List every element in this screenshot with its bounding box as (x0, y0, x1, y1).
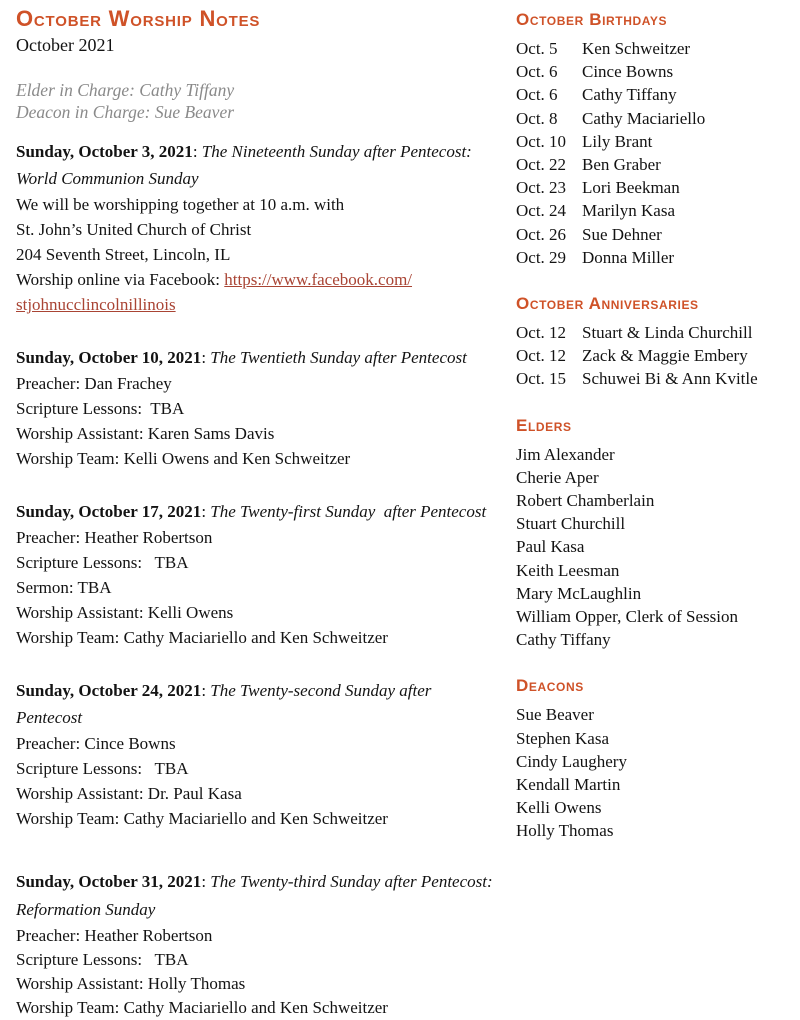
service-date: Sunday, October 3, 2021 (16, 142, 193, 161)
birthday-date: Oct. 24 (516, 201, 567, 221)
birthday-item (516, 60, 796, 83)
deacon-name: Cindy Laughery (516, 751, 627, 771)
birthday-name: Ben Graber (582, 155, 661, 175)
page-title: October Worship Notes (16, 6, 261, 31)
elder-name: Stuart Churchill (516, 514, 626, 534)
birthday-name: Cathy Tiffany (582, 85, 677, 105)
birthday-item (516, 246, 796, 269)
service-separator: : (201, 502, 211, 521)
birthday-date: Oct. 6 (516, 62, 558, 82)
birthday-date: Oct. 5 (516, 39, 558, 58)
service-line: Scripture Lessons: TBA (16, 950, 189, 969)
service-date: Sunday, October 31, 2021 (16, 872, 202, 891)
birthday-date: Oct. 22 (516, 155, 567, 175)
facebook-link-continued[interactable]: stjohnucclincolnillinois (16, 295, 176, 314)
service-line: Sermon: TBA (16, 578, 112, 597)
birthday-date: Oct. 10 (516, 131, 567, 151)
rosters-column (500, 0, 796, 843)
service-separator: : (201, 348, 211, 367)
service-heading (16, 677, 500, 704)
service-title: The Twenty-first Sunday after Pentecost (210, 502, 487, 521)
elder-name: Jim Alexander (516, 444, 615, 464)
service-separator: : (192, 142, 202, 161)
service-line: Scripture Lessons: TBA (16, 553, 189, 572)
birthday-item (516, 130, 796, 153)
deacons-section (516, 676, 796, 842)
birthday-item (516, 37, 796, 60)
service-title: The Twenty-third Sunday after Pentecost: (210, 872, 493, 891)
anniversary-names: Schuwei Bi & Ann Kvitle (582, 369, 758, 389)
service-line: Preacher: Heather Robertson (16, 926, 213, 945)
elder-name: Paul Kasa (516, 537, 585, 557)
birthday-name: Marilyn Kasa (582, 201, 676, 221)
anniversary-names: Zack & Maggie Embery (582, 346, 748, 366)
service-october-17 (16, 498, 500, 650)
birthday-name: Donna Miller (582, 247, 675, 267)
birthday-item (516, 176, 796, 199)
service-line: Preacher: Cince Bowns (16, 734, 176, 753)
service-line: Scripture Lessons: TBA (16, 759, 189, 778)
birthday-date: Oct. 23 (516, 178, 567, 198)
anniversary-item (516, 367, 796, 390)
service-title-line2: World Communion Sunday (16, 169, 199, 188)
service-line (16, 267, 500, 292)
deacon-name: Kendall Martin (516, 775, 621, 795)
birthday-date: Oct. 8 (516, 108, 558, 128)
deacons-heading: Deacons (516, 676, 584, 696)
service-separator: : (201, 872, 211, 891)
birthday-date: Oct. 6 (516, 85, 558, 105)
service-line: 204 Seventh Street, Lincoln, IL (16, 245, 231, 264)
anniversary-item (516, 321, 796, 344)
anniversary-date: Oct. 15 (516, 369, 567, 389)
elder-name: Mary McLaughlin (516, 583, 642, 603)
service-line: We will be worshipping together at 10 a.m. with (16, 195, 345, 214)
service-date: Sunday, October 24, 2021 (16, 681, 202, 700)
service-title-line2: Pentecost (16, 708, 83, 727)
service-line: Worship Assistant: Karen Sams Davis (16, 424, 275, 443)
birthdays-heading: October Birthdays (516, 10, 668, 29)
elder-name: Keith Leesman (516, 560, 620, 580)
service-line: Worship Team: Kelli Owens and Ken Schweitzer (16, 449, 351, 468)
service-line: St. John’s United Church of Christ (16, 220, 252, 239)
birthday-name: Ken Schweitzer (582, 39, 691, 58)
facebook-link-prefix: Worship online via Facebook: (16, 270, 225, 289)
service-heading (16, 344, 500, 371)
anniversary-date: Oct. 12 (516, 323, 567, 343)
elders-heading: Elders (516, 415, 572, 435)
service-line: Preacher: Dan Frachey (16, 374, 172, 393)
service-title-line2: Reformation Sunday (16, 900, 156, 919)
anniversary-date: Oct. 12 (516, 346, 567, 366)
anniversary-names: Stuart & Linda Churchill (582, 323, 753, 343)
service-heading (16, 868, 500, 895)
anniversary-item (516, 344, 796, 367)
elder-name: Cathy Tiffany (516, 630, 611, 650)
birthday-name: Cince Bowns (582, 62, 674, 82)
service-line: Worship Assistant: Dr. Paul Kasa (16, 784, 242, 803)
deacon-in-charge: Deacon in Charge: Sue Beaver (16, 102, 235, 122)
service-separator: : (201, 681, 211, 700)
service-line: Worship Assistant: Kelli Owens (16, 603, 234, 622)
service-line (16, 292, 500, 317)
elders-section (516, 416, 796, 652)
anniversaries-heading: October Anniversaries (516, 294, 699, 314)
birthday-date: Oct. 29 (516, 247, 567, 267)
service-date: Sunday, October 17, 2021 (16, 502, 202, 521)
service-october-10 (16, 344, 500, 471)
facebook-link[interactable]: https://www.facebook.com/ (224, 270, 413, 289)
service-heading (16, 498, 500, 525)
birthday-item (516, 107, 796, 130)
service-date: Sunday, October 10, 2021 (16, 348, 202, 367)
birthday-item (516, 223, 796, 246)
birthday-item (516, 153, 796, 176)
birthday-date: Oct. 26 (516, 224, 567, 244)
service-title: The Nineteenth Sunday after Pentecost: (201, 142, 472, 161)
deacon-name: Sue Beaver (516, 705, 594, 725)
service-october-24 (16, 677, 500, 831)
birthday-name: Lily Brant (582, 131, 653, 151)
service-line: Worship Team: Cathy Maciariello and Ken Schweitzer (16, 628, 388, 647)
service-line: Worship Assistant: Holly Thomas (16, 974, 246, 993)
page-subtitle: October 2021 (16, 35, 115, 55)
service-october-31 (16, 868, 500, 1020)
in-charge-block (16, 79, 500, 123)
service-line: Scripture Lessons: TBA (16, 399, 185, 418)
elder-name: William Opper, Clerk of Session (516, 607, 738, 627)
service-line: Worship Team: Cathy Maciariello and Ken Schweitzer (16, 998, 388, 1017)
elder-in-charge: Elder in Charge: Cathy Tiffany (16, 80, 235, 100)
deacon-name: Holly Thomas (516, 821, 614, 841)
service-line: Worship Team: Cathy Maciariello and Ken Schweitzer (16, 809, 388, 828)
birthday-item (516, 199, 796, 222)
birthday-name: Cathy Maciariello (582, 108, 706, 128)
service-line: Preacher: Heather Robertson (16, 528, 213, 547)
elder-name: Cherie Aper (516, 467, 599, 487)
service-title: The Twenty-second Sunday after (210, 681, 432, 700)
birthday-name: Sue Dehner (582, 224, 662, 244)
deacon-name: Stephen Kasa (516, 728, 610, 748)
birthday-name: Lori Beekman (582, 178, 680, 198)
birthdays-section (516, 10, 796, 269)
service-october-3 (16, 138, 500, 317)
service-heading (16, 138, 500, 165)
birthday-item (516, 83, 796, 106)
service-title: The Twentieth Sunday after Pentecost (210, 348, 467, 367)
anniversaries-section (516, 294, 796, 391)
elder-name: Robert Chamberlain (516, 491, 655, 511)
deacon-name: Kelli Owens (516, 798, 602, 818)
